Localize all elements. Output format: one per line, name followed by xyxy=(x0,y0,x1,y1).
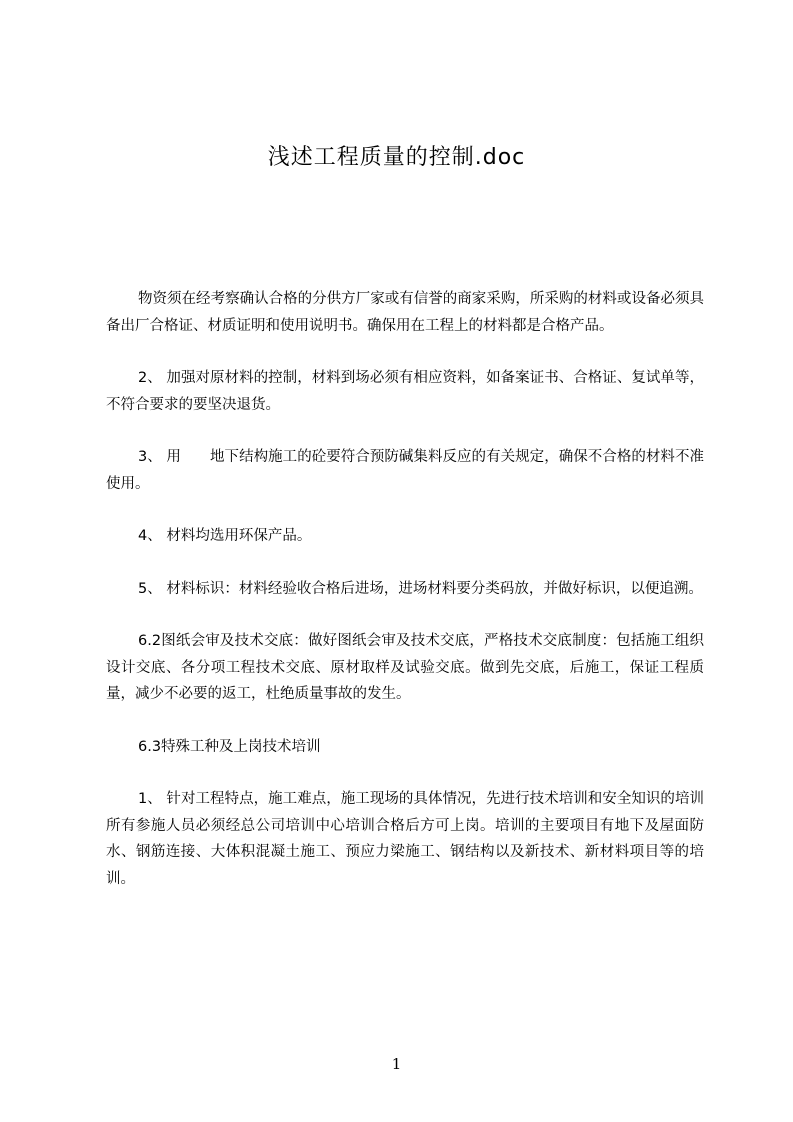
paragraph-technical-training: 1、 针对工程特点，施工难点，施工现场的具体情况，先进行技术培训和安全知识的培训所有参施人员必须经总公司培训中心培训合格后方可上岗。培训的主要项目有地下及屋面防水、钢筋连接、大体积混凝土施工、预应力梁施工、钢结构以及新技术、新材料项目等的培训。 xyxy=(106,791,704,887)
paragraph-material-labeling: 5、 材料标识：材料经验收合格后进场，进场材料要分类码放，并做好标识，以便追溯。 xyxy=(138,580,703,597)
paragraph-eco-products: 4、 材料均选用环保产品。 xyxy=(138,528,312,544)
document-body xyxy=(106,286,704,918)
paragraph-raw-material-control: 2、 加强对原材料的控制，材料到场必须有相应资料，如备案证书、合格证、复试单等，不符合要求的要坚决退货。 xyxy=(106,370,704,413)
paragraph-drawing-review: 6.2图纸会审及技术交底：做好图纸会审及技术交底，严格技术交底制度：包括施工组织设计交底、各分项工程技术交底、原材取样及试验交底。做到先交底，后施工，保证工程质量，减少不必要的返工，杜绝质量事故的发生。 xyxy=(106,633,704,702)
section-heading-training: 6.3特殊工种及上岗技术培训 xyxy=(138,738,321,755)
paragraph-concrete-requirements: 3、 用 地下结构施工的砼要符合预防碱集料反应的有关规定，确保不合格的材料不准使用。 xyxy=(106,449,704,492)
document-title: 浅述工程质量的控制.doc xyxy=(267,145,526,170)
page-number: 1 xyxy=(391,1055,402,1073)
paragraph-material-procurement: 物资须在经考察确认合格的分供方厂家或有信誉的商家采购，所采购的材料或设备必须具备出厂合格证、材质证明和使用说明书。确保用在工程上的材料都是合格产品。 xyxy=(106,291,704,334)
